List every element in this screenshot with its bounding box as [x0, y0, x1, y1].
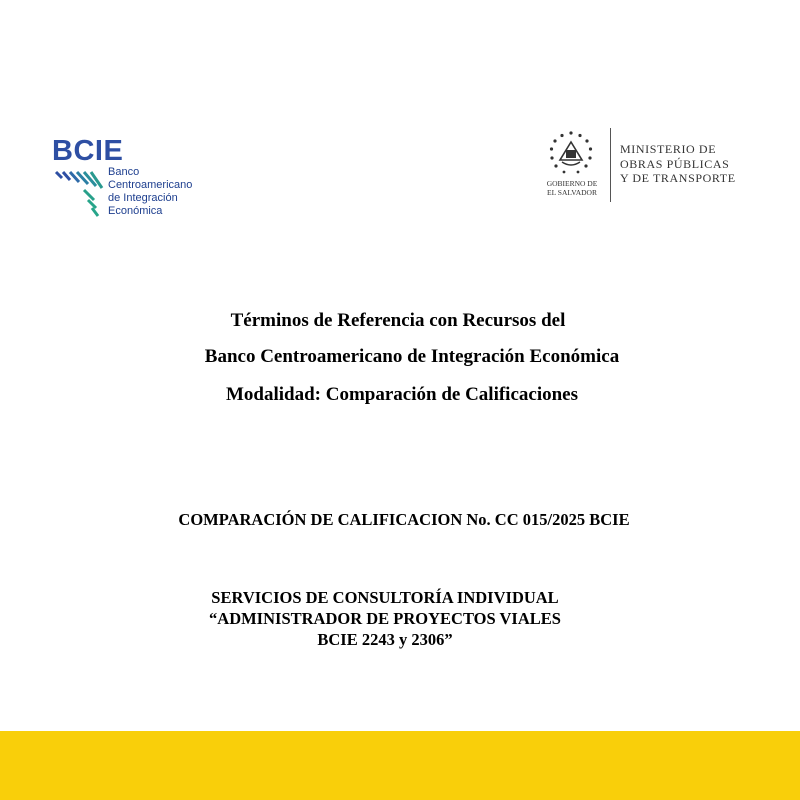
- bcie-stripes-icon: [54, 170, 106, 218]
- document-title-line-2: Banco Centroamericano de Integración Económica: [204, 346, 620, 367]
- bcie-name-line: Económica: [108, 205, 163, 217]
- ministry-line: OBRAS PÚBLICAS: [620, 156, 730, 171]
- bcie-name-line: de Integración: [108, 192, 178, 204]
- bcie-name-line: Banco: [108, 166, 140, 178]
- bcie-full-name: [108, 166, 192, 218]
- document-title-line-3: Modalidad: Comparación de Calificaciones: [225, 384, 579, 405]
- reference-number: COMPARACIÓN DE CALIFICACION No. CC 015/2025 BCIE: [178, 510, 630, 529]
- el-salvador-seal-icon: [548, 130, 594, 176]
- gov-caption-line: EL SALVADOR: [547, 187, 597, 197]
- ministry-name: [620, 142, 736, 186]
- bcie-acronym: BCIE: [52, 135, 124, 167]
- ministry-line: MINISTERIO DE: [620, 142, 717, 156]
- ministry-logo: [540, 128, 760, 208]
- service-line-1: SERVICIOS DE CONSULTORÍA INDIVIDUAL: [211, 588, 559, 607]
- service-line-3: BCIE 2243 y 2306”: [317, 630, 453, 649]
- logo-divider: [610, 128, 611, 202]
- document-title-line-1: Términos de Referencia con Recursos del: [230, 310, 566, 331]
- footer-yellow-band: [0, 731, 800, 800]
- service-description: [0, 587, 770, 650]
- service-line-2: “ADMINISTRADOR DE PROYECTOS VIALES: [209, 609, 561, 628]
- bcie-name-line: Centroamericano: [108, 179, 193, 191]
- gov-caption-line: GOBIERNO DE: [546, 179, 598, 188]
- ministry-line: Y DE TRANSPORTE: [620, 171, 736, 185]
- gov-caption: [540, 180, 604, 197]
- bcie-logo: [52, 136, 222, 226]
